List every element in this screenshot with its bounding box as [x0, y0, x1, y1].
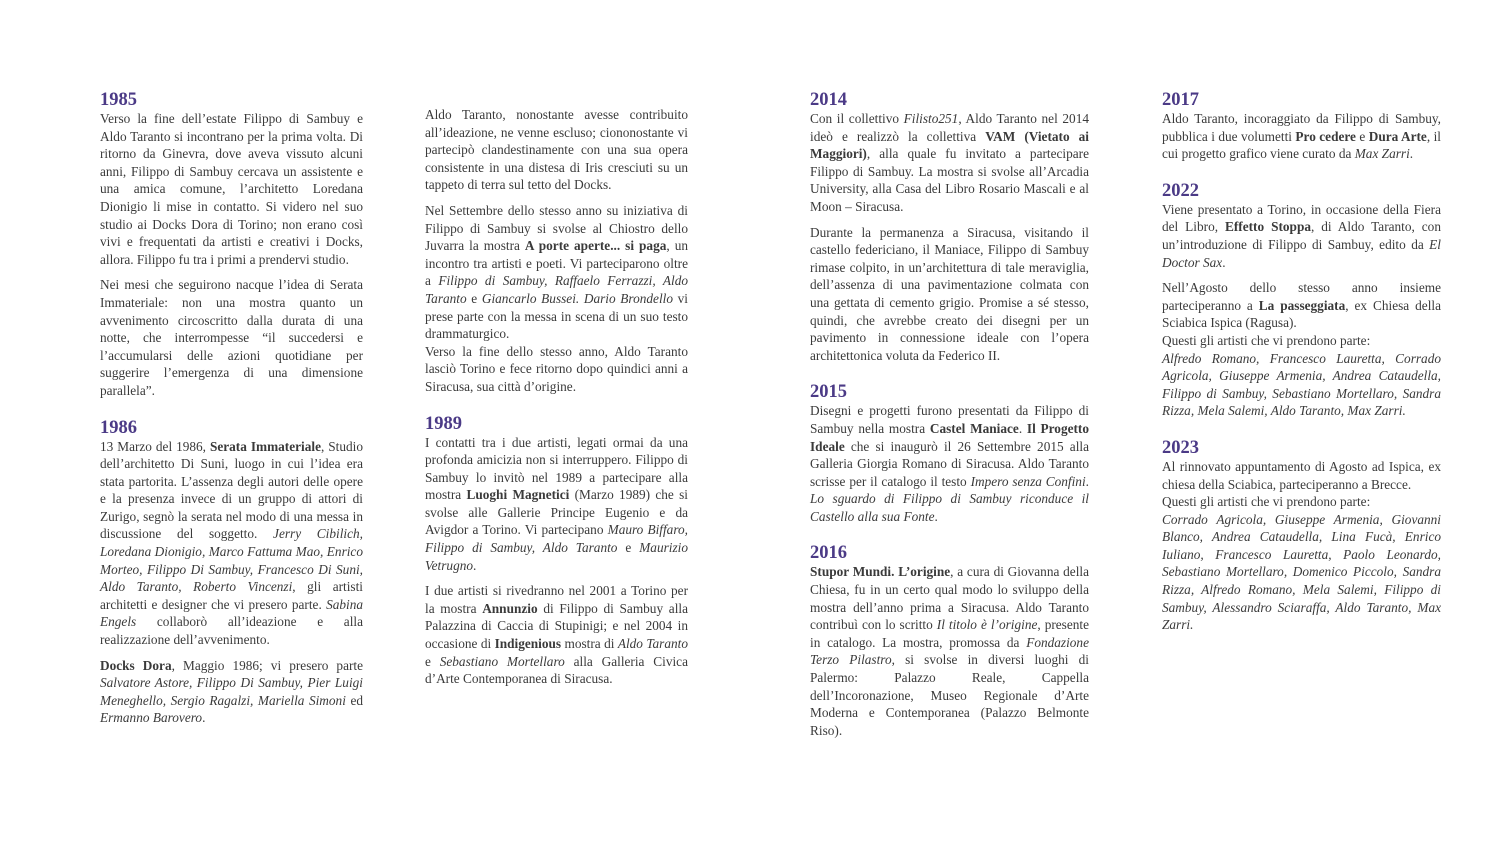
- text: Questi gli artisti che vi prendono parte:: [1162, 332, 1371, 348]
- text: , alla quale fu invitato a partecipare Filippo di Sambuy. La mostra si svolse all’Arcadia University, alla Casa del Libro Rosario Mascali e al Moon – Siracusa.: [810, 146, 1089, 214]
- paragraph: [100, 438, 363, 649]
- italic-text: Il titolo è l’origine: [936, 617, 1038, 633]
- paragraph: [425, 582, 688, 688]
- bold-text: A porte aperte... si paga: [524, 238, 667, 254]
- bold-text: Stupor Mundi. L’origine: [810, 564, 951, 580]
- section-2022: [1162, 181, 1441, 420]
- paragraph: [100, 657, 363, 727]
- text: .: [1085, 473, 1089, 489]
- italic-text: Filippo di Sambuy, Raffaelo Ferrazzi, Aldo Taranto: [425, 273, 688, 306]
- bold-text: Castel Maniace: [929, 420, 1019, 436]
- text: , si svolse in diversi luoghi di Palermo: Palazzo Reale, Cappella dell’Incoronazione, Museo Regionale d’Arte Moderna e Contemporanea (Palazzo Belmonte Riso).: [810, 652, 1089, 738]
- text: .: [1018, 420, 1027, 436]
- text: Verso la fine dell’estate Filippo di Sambuy e Aldo Taranto si incontrano per la prima volta. Di ritorno da Ginevra, dove aveva vissuto alcuni anni, Filippo di Sambuy cercava un assistente e una amica comune, l’architetto Loredana Dionigio li mise in contatto. Si videro nel suo studio ai Docks Dora di Torino; non erano così vivi e frequentati da artisti e creativi i Docks, allora. Filippo fu tra i primi a prendervi studio.: [100, 111, 363, 267]
- year-heading-2017: 2017: [1162, 90, 1199, 110]
- italic-text: Fondazione Terzo Pilastro: [810, 634, 1089, 668]
- text: ed: [345, 692, 363, 708]
- bold-text: Il Progetto Ideale: [810, 420, 1090, 454]
- paragraph: [810, 402, 1089, 525]
- year-heading-1989: 1989: [425, 413, 462, 434]
- italic-text: Alfredo Romano, Francesco Lauretta, Corrado Agricola, Giuseppe Armenia, Andrea Cataudella, Filippo di Sambuy, Sebastiano Mortellaro, Sandra Rizza, Mela Salemi, Aldo Taranto, Max Zarri.: [1162, 350, 1441, 419]
- bold-text: Indigenious: [494, 636, 562, 652]
- text: e: [466, 290, 482, 306]
- text: , gli artisti architetti e designer che vi presero parte.: [100, 579, 363, 612]
- text: Disegni e progetti furono presentati da Filippo di Sambuy nella mostra: [810, 403, 1089, 436]
- paragraph: [1162, 350, 1441, 420]
- paragraph: [1162, 279, 1441, 332]
- column-4: [1162, 90, 1441, 652]
- bold-text: La passeggiata: [1258, 297, 1346, 313]
- text: vi prese parte con la messa in scena di un suo testo drammaturgico.: [425, 290, 688, 342]
- text: Viene presentato a Torino, in occasione della Fiera del Libro,: [1162, 201, 1441, 235]
- paragraph: [1162, 110, 1441, 163]
- paragraph: [1162, 458, 1441, 493]
- text: , presente in catalogo. La mostra, promossa da: [810, 617, 1089, 650]
- paragraph: [810, 110, 1089, 216]
- text: Aldo Taranto, incoraggiato da Filippo di Sambuy, pubblica i due volumetti: [1162, 111, 1441, 144]
- section-1986: [100, 418, 363, 728]
- section-2017: [1162, 90, 1441, 163]
- text: Aldo Taranto, nonostante avesse contribuito all’ideazione, ne venne escluso; ciononostante vi partecipò clandestinamente con una sua opera consistente in una distesa di Iris cresciuti su un tappeto di terra sul tetto del Docks.: [425, 107, 688, 193]
- year-heading-1986: 1986: [100, 417, 137, 438]
- paragraph: [1162, 332, 1441, 350]
- paragraph: [810, 563, 1089, 739]
- italic-text: Corrado Agricola, Giuseppe Armenia, Giovanni Blanco, Andrea Cataudella, Lina Fucà, Enrico Iuliano, Francesco Lauretta, Paolo Leonardo, Sebastiano Mortellaro, Domenico Piccolo, Sandra Rizza, Alfredo Romano, Mela Salemi, Filippo di Sambuy, Alessandro Sciaraffa, Aldo Taranto, Max Zarri.: [1162, 511, 1441, 633]
- text: Nell’Agosto dello stesso anno insieme parteciperanno a: [1162, 280, 1441, 313]
- text: alla Galleria Civica d’Arte Contemporanea di Siracusa.: [425, 653, 688, 687]
- bold-text: Serata Immateriale: [209, 438, 321, 454]
- section-1985: [100, 90, 363, 400]
- section-2014: [810, 90, 1089, 364]
- year-heading-2016: 2016: [810, 543, 847, 564]
- paragraph: [1162, 493, 1441, 511]
- text: , di Aldo Taranto, con un’introduzione di Filippo di Sambuy, edito da: [1162, 219, 1441, 252]
- text: , il cui progetto grafico viene curato da: [1162, 128, 1441, 162]
- italic-text: Mauro Biffaro, Filippo di Sambuy, Aldo Taranto: [425, 522, 688, 556]
- section-1986-continued: [425, 106, 688, 396]
- italic-text: Max Zarri: [1354, 146, 1410, 162]
- bold-text: Dura Arte: [1368, 128, 1427, 144]
- text: Nei mesi che seguirono nacque l’idea di Serata Immateriale: non una mostra quanto un avvenimento circoscritto dalla durata di una notte, che interrompesse “il succedersi e l’accumularsi delle azioni quotidiane per suggerire l’emergenza di una dimensione parallela”.: [100, 277, 363, 398]
- column-1: [100, 90, 363, 745]
- paragraph: [425, 434, 688, 575]
- paragraph: [425, 106, 688, 194]
- text: , Aldo Taranto nel 2014 ideò e realizzò la collettiva: [810, 111, 1089, 144]
- text: , a cura di Giovanna della Chiesa, fu in un certo qual modo lo sviluppo della mostra dell’anno prima a Siracusa. Aldo Taranto contribuì con lo scritto: [810, 564, 1089, 633]
- year-heading-2022: 2022: [1162, 180, 1199, 201]
- italic-text: Filisto251: [903, 111, 959, 126]
- year-heading-2014: 2014: [810, 90, 847, 110]
- italic-text: Aldo Taranto: [617, 636, 688, 652]
- paragraph: [425, 343, 688, 396]
- section-2016: [810, 543, 1089, 739]
- text: , un incontro tra artisti e poeti. Vi parteciparono oltre a: [425, 238, 689, 289]
- text: , ex Chiesa della Sciabica Ispica (Ragusa).: [1162, 297, 1441, 331]
- text: Durante la permanenza a Siracusa, visitando il castello federiciano, il Maniace, Filippo di Sambuy rimase colpito, in un’architettura di tale meraviglia, dell’assenza di una pavimentazione colmata con una gettata di cemento grigio. Promise a sé stesso, quindi, che avrebbe creato dei disegni per un pavimento in connessione ideale con l’opera architettonica voluta da Federico II.: [810, 224, 1089, 363]
- text: .: [202, 710, 206, 726]
- text: e: [1355, 128, 1369, 144]
- text: I due artisti si rivedranno nel 2001 a Torino per la mostra: [425, 583, 688, 616]
- bold-text: Pro cedere: [1295, 128, 1356, 144]
- section-1989: [425, 414, 688, 688]
- italic-text: Sebastiano Mortellaro: [439, 653, 565, 669]
- section-2023: [1162, 438, 1441, 634]
- year-heading-1985: 1985: [100, 90, 137, 110]
- text: , Studio dell’architetto Di Suni, luogo in cui l’idea era stata partorita. L’assenza degli autori delle opere e la presenza invece di un gruppo di attori di Zurigo, segnò la serata nel modo di una messa in discussione del soggetto.: [100, 438, 363, 542]
- text: .: [1409, 146, 1414, 162]
- text: Nel Settembre dello stesso anno su iniziativa di Filippo di Sambuy si svolse al Chiostro dello Juvarra la mostra: [425, 202, 688, 254]
- italic-text: El Doctor Sax: [1162, 236, 1441, 270]
- paragraph: [425, 202, 688, 343]
- paragraph: [810, 224, 1089, 365]
- text: , Maggio 1986; vi presero parte: [171, 657, 363, 673]
- text: e: [425, 653, 440, 669]
- italic-text: Lo sguardo di Filippo di Sambuy riconduce il Castello alla sua Fonte: [810, 491, 1089, 524]
- text: .: [1222, 254, 1226, 270]
- bold-text: Docks Dora: [100, 657, 172, 673]
- italic-text: Jerry Cibilich, Loredana Dionigio, Marco Fattuma Mao, Enrico Morteo, Filippo Di Sambuy, Francesco Di Suni, Aldo Taranto, Roberto Vincenzi: [100, 526, 363, 595]
- italic-text: Sabina Engels: [100, 596, 363, 630]
- italic-text: Impero senza Confini: [970, 473, 1086, 489]
- column-3: [810, 90, 1089, 757]
- section-2015: [810, 382, 1089, 525]
- text: I contatti tra i due artisti, legati ormai da una profonda amicizia non si interruppero. Filippo di Sambuy lo invitò nel 1989 a partecipare alla mostra: [425, 434, 688, 503]
- italic-text: Salvatore Astore, Filippo Di Sambuy, Pier Luigi Meneghello, Sergio Ragalzi, Mariella Simoni: [100, 675, 363, 708]
- italic-text: Maurizio Vetrugno: [425, 540, 688, 573]
- bold-text: VAM (Vietato ai Maggiori): [810, 128, 1089, 162]
- italic-text: Ermanno Barovero: [100, 710, 203, 726]
- text: mostra di: [561, 636, 618, 652]
- text: di Filippo di Sambuy alla Palazzina di Caccia di Stupinigi; e nel 2004 in occasione di: [425, 600, 688, 652]
- bold-text: Luoghi Magnetici: [466, 487, 570, 503]
- column-2: [425, 106, 688, 706]
- text: Verso la fine dello stesso anno, Aldo Taranto lasciò Torino e fece ritorno dopo quindici anni a Siracusa, sua città d’origine.: [425, 343, 688, 394]
- text: (Marzo 1989) che si svolse alle Gallerie Principe Eugenio e da Avigdor a Torino. Vi partecipano: [425, 487, 689, 538]
- text: che si inaugurò il 26 Settembre 2015 alla Galleria Giorgia Romano di Siracusa. Aldo Taranto scrisse per il catalogo il testo: [810, 438, 1089, 489]
- text: e: [617, 540, 640, 556]
- bold-text: Effetto Stoppa: [1225, 219, 1311, 235]
- text: .: [473, 557, 477, 573]
- text: Questi gli artisti che vi prendono parte:: [1162, 494, 1371, 510]
- text: Al rinnovato appuntamento di Agosto ad Ispica, ex chiesa della Sciabica, parteciperanno a Brecce.: [1162, 458, 1441, 492]
- italic-text: Giancarlo Bussei. Dario Brondello: [481, 290, 673, 306]
- year-heading-2023: 2023: [1162, 437, 1199, 458]
- paragraph: [1162, 201, 1441, 271]
- paragraph: [1162, 511, 1441, 634]
- text: 13 Marzo del 1986,: [100, 438, 210, 454]
- text: .: [934, 508, 938, 524]
- text: Con il collettivo: [810, 111, 904, 126]
- paragraph: [100, 276, 363, 399]
- year-heading-2015: 2015: [810, 382, 847, 403]
- text: collaborò all’ideazione e alla realizzazione dell’avvenimento.: [100, 614, 363, 648]
- bold-text: Annunzio: [482, 600, 538, 616]
- paragraph: [100, 110, 363, 268]
